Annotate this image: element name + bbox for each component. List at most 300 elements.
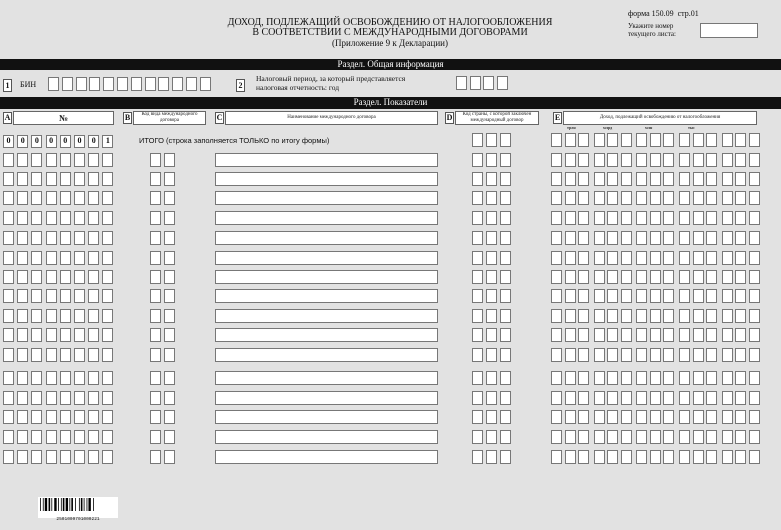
treaty-name-field[interactable] — [215, 211, 438, 225]
income-digit-cell[interactable] — [607, 450, 618, 464]
income-digit-cell[interactable] — [578, 191, 589, 205]
income-digit-cell[interactable] — [607, 211, 618, 225]
income-digit-cell[interactable] — [594, 270, 605, 284]
treaty-type-cell[interactable] — [150, 211, 161, 225]
row-number-cell[interactable] — [3, 309, 14, 323]
row-number-cell[interactable] — [74, 430, 85, 444]
income-digit-cell[interactable] — [735, 450, 746, 464]
row-number-cell[interactable] — [17, 172, 28, 186]
country-code-cell[interactable] — [500, 328, 511, 342]
income-digit-cell[interactable] — [735, 289, 746, 303]
income-digit-cell[interactable] — [594, 289, 605, 303]
treaty-type-cell[interactable] — [150, 172, 161, 186]
income-digit-cell[interactable] — [607, 231, 618, 245]
country-code-cell[interactable] — [500, 231, 511, 245]
treaty-type-cell[interactable] — [164, 450, 175, 464]
row-number-cell[interactable] — [31, 309, 42, 323]
income-digit-cell[interactable] — [693, 391, 704, 405]
row-number-cell[interactable] — [102, 270, 113, 284]
treaty-type-cell[interactable] — [150, 309, 161, 323]
income-digit-cell[interactable] — [621, 231, 632, 245]
income-digit-cell[interactable] — [621, 430, 632, 444]
country-code-cell[interactable] — [500, 430, 511, 444]
income-digit-cell[interactable] — [621, 191, 632, 205]
income-digit-cell[interactable] — [679, 270, 690, 284]
income-digit-cell[interactable] — [551, 172, 562, 186]
income-digit-cell[interactable] — [749, 348, 760, 362]
income-digit-cell[interactable] — [650, 371, 661, 385]
row-number-cell[interactable] — [60, 348, 71, 362]
income-digit-cell[interactable] — [565, 371, 576, 385]
treaty-name-field[interactable] — [215, 328, 438, 342]
country-code-cell[interactable] — [486, 231, 497, 245]
income-digit-cell[interactable] — [578, 430, 589, 444]
income-digit-cell[interactable] — [693, 172, 704, 186]
treaty-type-cell[interactable] — [164, 410, 175, 424]
income-digit-cell[interactable] — [722, 348, 733, 362]
income-digit-cell[interactable] — [706, 309, 717, 323]
income-digit-cell[interactable] — [594, 348, 605, 362]
income-digit-cell[interactable] — [565, 251, 576, 265]
row-number-cell[interactable] — [60, 391, 71, 405]
row-number-cell[interactable] — [17, 450, 28, 464]
income-digit-cell[interactable] — [594, 172, 605, 186]
treaty-type-cell[interactable] — [164, 371, 175, 385]
income-digit-cell[interactable] — [706, 251, 717, 265]
income-digit-cell[interactable] — [722, 391, 733, 405]
income-digit-cell[interactable] — [679, 450, 690, 464]
income-digit-cell[interactable] — [679, 211, 690, 225]
income-digit-cell[interactable] — [706, 133, 717, 147]
country-code-cell[interactable] — [500, 410, 511, 424]
income-digit-cell[interactable] — [706, 450, 717, 464]
income-digit-cell[interactable] — [551, 251, 562, 265]
income-digit-cell[interactable] — [735, 231, 746, 245]
income-digit-cell[interactable] — [636, 450, 647, 464]
treaty-name-field[interactable] — [215, 309, 438, 323]
income-digit-cell[interactable] — [722, 270, 733, 284]
country-code-cell[interactable] — [472, 430, 483, 444]
row-number-cell[interactable] — [102, 231, 113, 245]
income-digit-cell[interactable] — [749, 251, 760, 265]
row-number-cell[interactable] — [31, 172, 42, 186]
income-digit-cell[interactable] — [551, 430, 562, 444]
row-number-cell[interactable] — [31, 211, 42, 225]
income-digit-cell[interactable] — [594, 211, 605, 225]
income-digit-cell[interactable] — [693, 289, 704, 303]
income-digit-cell[interactable] — [663, 450, 674, 464]
income-digit-cell[interactable] — [749, 270, 760, 284]
income-digit-cell[interactable] — [706, 231, 717, 245]
country-code-cell[interactable] — [500, 371, 511, 385]
row-number-cell[interactable] — [74, 231, 85, 245]
row-number-cell[interactable] — [88, 270, 99, 284]
income-digit-cell[interactable] — [679, 371, 690, 385]
income-digit-cell[interactable] — [663, 309, 674, 323]
income-digit-cell[interactable] — [565, 391, 576, 405]
row-number-cell[interactable] — [46, 328, 57, 342]
treaty-type-cell[interactable] — [150, 348, 161, 362]
row-number-cell[interactable] — [102, 309, 113, 323]
row-number-cell[interactable] — [88, 450, 99, 464]
income-digit-cell[interactable] — [607, 328, 618, 342]
income-digit-cell[interactable] — [636, 191, 647, 205]
treaty-type-cell[interactable] — [150, 430, 161, 444]
income-digit-cell[interactable] — [722, 430, 733, 444]
income-digit-cell[interactable] — [607, 191, 618, 205]
row-number-cell[interactable] — [60, 410, 71, 424]
income-digit-cell[interactable] — [551, 348, 562, 362]
row-number-cell[interactable] — [31, 328, 42, 342]
income-digit-cell[interactable] — [722, 371, 733, 385]
row-number-cell[interactable] — [74, 450, 85, 464]
row-number-cell[interactable] — [102, 430, 113, 444]
income-digit-cell[interactable] — [578, 328, 589, 342]
country-code-cell[interactable] — [472, 270, 483, 284]
treaty-type-cell[interactable] — [150, 251, 161, 265]
income-digit-cell[interactable] — [749, 328, 760, 342]
row-number-cell[interactable] — [17, 348, 28, 362]
income-digit-cell[interactable] — [607, 289, 618, 303]
row-number-cell[interactable] — [3, 251, 14, 265]
income-digit-cell[interactable] — [578, 133, 589, 147]
row-number-cell[interactable] — [74, 410, 85, 424]
country-code-cell[interactable] — [472, 410, 483, 424]
income-digit-cell[interactable] — [607, 251, 618, 265]
treaty-name-field[interactable] — [215, 191, 438, 205]
income-digit-cell[interactable] — [663, 328, 674, 342]
country-code-cell[interactable] — [472, 211, 483, 225]
income-digit-cell[interactable] — [706, 172, 717, 186]
income-digit-cell[interactable] — [621, 328, 632, 342]
country-code-cell[interactable] — [486, 251, 497, 265]
country-code-cell[interactable] — [486, 153, 497, 167]
row-number-cell[interactable] — [60, 231, 71, 245]
income-digit-cell[interactable] — [663, 191, 674, 205]
treaty-name-field[interactable] — [215, 270, 438, 284]
row-number-cell[interactable] — [60, 371, 71, 385]
income-digit-cell[interactable] — [650, 270, 661, 284]
row-number-cell[interactable] — [88, 348, 99, 362]
income-digit-cell[interactable] — [551, 410, 562, 424]
income-digit-cell[interactable] — [749, 309, 760, 323]
income-digit-cell[interactable] — [607, 391, 618, 405]
row-number-cell[interactable] — [60, 251, 71, 265]
income-digit-cell[interactable] — [607, 153, 618, 167]
income-digit-cell[interactable] — [679, 309, 690, 323]
income-digit-cell[interactable] — [693, 348, 704, 362]
country-code-cell[interactable] — [472, 153, 483, 167]
country-code-cell[interactable] — [486, 191, 497, 205]
income-digit-cell[interactable] — [594, 231, 605, 245]
row-number-cell[interactable] — [88, 153, 99, 167]
row-number-cell[interactable] — [17, 191, 28, 205]
income-digit-cell[interactable] — [551, 391, 562, 405]
row-number-cell[interactable] — [17, 371, 28, 385]
year-digit-cell[interactable] — [470, 76, 481, 90]
treaty-type-cell[interactable] — [164, 172, 175, 186]
country-code-cell[interactable] — [486, 348, 497, 362]
income-digit-cell[interactable] — [693, 191, 704, 205]
treaty-type-cell[interactable] — [150, 450, 161, 464]
row-number-cell[interactable] — [102, 328, 113, 342]
row-number-cell[interactable] — [60, 450, 71, 464]
income-digit-cell[interactable] — [679, 172, 690, 186]
income-digit-cell[interactable] — [650, 191, 661, 205]
row-number-cell[interactable] — [3, 348, 14, 362]
income-digit-cell[interactable] — [578, 172, 589, 186]
row-number-cell[interactable] — [3, 231, 14, 245]
income-digit-cell[interactable] — [607, 309, 618, 323]
income-digit-cell[interactable] — [578, 153, 589, 167]
income-digit-cell[interactable] — [722, 153, 733, 167]
row-number-cell[interactable] — [60, 211, 71, 225]
year-digit-cell[interactable] — [456, 76, 467, 90]
income-digit-cell[interactable] — [749, 391, 760, 405]
row-number-cell[interactable] — [60, 289, 71, 303]
income-digit-cell[interactable] — [735, 270, 746, 284]
row-number-cell[interactable] — [46, 371, 57, 385]
row-number-cell[interactable] — [74, 348, 85, 362]
bin-digit-cell[interactable] — [158, 77, 169, 91]
income-digit-cell[interactable] — [693, 133, 704, 147]
row-number-cell[interactable] — [88, 430, 99, 444]
income-digit-cell[interactable] — [636, 371, 647, 385]
income-digit-cell[interactable] — [679, 410, 690, 424]
income-digit-cell[interactable] — [621, 371, 632, 385]
country-code-cell[interactable] — [486, 289, 497, 303]
country-code-cell[interactable] — [500, 153, 511, 167]
income-digit-cell[interactable] — [693, 211, 704, 225]
treaty-type-cell[interactable] — [150, 371, 161, 385]
treaty-type-cell[interactable] — [150, 191, 161, 205]
income-digit-cell[interactable] — [636, 328, 647, 342]
income-digit-cell[interactable] — [679, 153, 690, 167]
bin-digit-cell[interactable] — [172, 77, 183, 91]
bin-digit-cell[interactable] — [103, 77, 114, 91]
country-code-cell[interactable] — [472, 391, 483, 405]
row-number-cell[interactable] — [88, 371, 99, 385]
income-digit-cell[interactable] — [650, 328, 661, 342]
income-digit-cell[interactable] — [679, 391, 690, 405]
income-digit-cell[interactable] — [663, 153, 674, 167]
income-digit-cell[interactable] — [594, 251, 605, 265]
income-digit-cell[interactable] — [621, 172, 632, 186]
treaty-name-field[interactable] — [215, 251, 438, 265]
income-digit-cell[interactable] — [749, 371, 760, 385]
income-digit-cell[interactable] — [706, 391, 717, 405]
income-digit-cell[interactable] — [650, 450, 661, 464]
income-digit-cell[interactable] — [621, 309, 632, 323]
income-digit-cell[interactable] — [607, 348, 618, 362]
treaty-type-cell[interactable] — [164, 211, 175, 225]
treaty-name-field[interactable] — [215, 231, 438, 245]
income-digit-cell[interactable] — [636, 270, 647, 284]
income-digit-cell[interactable] — [578, 211, 589, 225]
row-number-cell[interactable] — [102, 450, 113, 464]
row-number-cell[interactable] — [3, 153, 14, 167]
row-number-cell[interactable] — [102, 251, 113, 265]
row-number-cell[interactable] — [60, 153, 71, 167]
row-number-cell[interactable] — [74, 211, 85, 225]
row-number-cell[interactable] — [17, 309, 28, 323]
country-code-cell[interactable] — [500, 450, 511, 464]
income-digit-cell[interactable] — [565, 450, 576, 464]
income-digit-cell[interactable] — [565, 172, 576, 186]
income-digit-cell[interactable] — [663, 133, 674, 147]
treaty-type-cell[interactable] — [150, 231, 161, 245]
income-digit-cell[interactable] — [722, 211, 733, 225]
year-digit-cell[interactable] — [497, 76, 508, 90]
row-number-cell[interactable] — [88, 251, 99, 265]
income-digit-cell[interactable] — [565, 191, 576, 205]
treaty-name-field[interactable] — [215, 348, 438, 362]
row-number-cell[interactable] — [74, 270, 85, 284]
row-number-cell[interactable] — [88, 191, 99, 205]
row-number-cell[interactable] — [46, 348, 57, 362]
income-digit-cell[interactable] — [578, 348, 589, 362]
income-digit-cell[interactable] — [594, 450, 605, 464]
income-digit-cell[interactable] — [706, 410, 717, 424]
country-code-cell[interactable] — [486, 371, 497, 385]
treaty-name-field[interactable] — [215, 289, 438, 303]
bin-digit-cell[interactable] — [131, 77, 142, 91]
income-digit-cell[interactable] — [621, 211, 632, 225]
income-digit-cell[interactable] — [693, 430, 704, 444]
income-digit-cell[interactable] — [578, 289, 589, 303]
income-digit-cell[interactable] — [663, 172, 674, 186]
income-digit-cell[interactable] — [749, 410, 760, 424]
row-number-cell[interactable] — [102, 289, 113, 303]
treaty-type-cell[interactable] — [150, 328, 161, 342]
country-code-cell[interactable] — [472, 328, 483, 342]
row-number-cell[interactable] — [3, 391, 14, 405]
row-number-cell[interactable] — [31, 348, 42, 362]
bin-digit-cell[interactable] — [145, 77, 156, 91]
row-number-cell[interactable] — [17, 231, 28, 245]
row-number-cell[interactable] — [74, 153, 85, 167]
country-code-cell[interactable] — [486, 391, 497, 405]
income-digit-cell[interactable] — [735, 133, 746, 147]
country-code-cell[interactable] — [486, 410, 497, 424]
row-number-cell[interactable] — [46, 251, 57, 265]
income-digit-cell[interactable] — [594, 371, 605, 385]
country-code-cell[interactable] — [472, 133, 483, 147]
row-number-cell[interactable] — [31, 410, 42, 424]
income-digit-cell[interactable] — [722, 328, 733, 342]
income-digit-cell[interactable] — [578, 231, 589, 245]
country-code-cell[interactable] — [500, 270, 511, 284]
treaty-type-cell[interactable] — [164, 328, 175, 342]
country-code-cell[interactable] — [472, 450, 483, 464]
bin-digit-cell[interactable] — [186, 77, 197, 91]
row-number-cell[interactable] — [31, 391, 42, 405]
row-number-cell[interactable] — [46, 191, 57, 205]
income-digit-cell[interactable] — [636, 391, 647, 405]
income-digit-cell[interactable] — [650, 410, 661, 424]
row-number-cell[interactable] — [17, 270, 28, 284]
income-digit-cell[interactable] — [650, 391, 661, 405]
income-digit-cell[interactable] — [706, 328, 717, 342]
row-number-cell[interactable] — [3, 172, 14, 186]
income-digit-cell[interactable] — [636, 430, 647, 444]
treaty-type-cell[interactable] — [164, 430, 175, 444]
income-digit-cell[interactable] — [636, 133, 647, 147]
income-digit-cell[interactable] — [735, 153, 746, 167]
treaty-name-field[interactable] — [215, 172, 438, 186]
treaty-type-cell[interactable] — [150, 153, 161, 167]
country-code-cell[interactable] — [500, 251, 511, 265]
income-digit-cell[interactable] — [722, 191, 733, 205]
income-digit-cell[interactable] — [636, 211, 647, 225]
income-digit-cell[interactable] — [650, 348, 661, 362]
income-digit-cell[interactable] — [679, 191, 690, 205]
income-digit-cell[interactable] — [594, 153, 605, 167]
row-number-cell[interactable] — [31, 270, 42, 284]
row-number-cell[interactable] — [46, 172, 57, 186]
income-digit-cell[interactable] — [693, 231, 704, 245]
row-number-cell[interactable] — [3, 270, 14, 284]
row-number-cell[interactable] — [88, 328, 99, 342]
country-code-cell[interactable] — [500, 191, 511, 205]
row-number-cell[interactable] — [88, 172, 99, 186]
row-number-cell[interactable] — [88, 289, 99, 303]
treaty-name-field[interactable] — [215, 450, 438, 464]
bin-digit-cell[interactable] — [89, 77, 100, 91]
income-digit-cell[interactable] — [663, 289, 674, 303]
treaty-type-cell[interactable] — [164, 251, 175, 265]
income-digit-cell[interactable] — [578, 251, 589, 265]
income-digit-cell[interactable] — [551, 328, 562, 342]
treaty-type-cell[interactable] — [150, 270, 161, 284]
income-digit-cell[interactable] — [621, 133, 632, 147]
income-digit-cell[interactable] — [594, 391, 605, 405]
income-digit-cell[interactable] — [749, 153, 760, 167]
bin-digit-cell[interactable] — [62, 77, 73, 91]
income-digit-cell[interactable] — [607, 133, 618, 147]
row-number-cell[interactable] — [3, 191, 14, 205]
income-digit-cell[interactable] — [636, 410, 647, 424]
income-digit-cell[interactable] — [565, 153, 576, 167]
income-digit-cell[interactable] — [749, 191, 760, 205]
income-digit-cell[interactable] — [551, 270, 562, 284]
bin-digit-cell[interactable] — [76, 77, 87, 91]
income-digit-cell[interactable] — [722, 289, 733, 303]
country-code-cell[interactable] — [500, 133, 511, 147]
row-number-cell[interactable] — [60, 430, 71, 444]
country-code-cell[interactable] — [486, 133, 497, 147]
income-digit-cell[interactable] — [621, 153, 632, 167]
income-digit-cell[interactable] — [735, 191, 746, 205]
income-digit-cell[interactable] — [578, 371, 589, 385]
income-digit-cell[interactable] — [565, 430, 576, 444]
income-digit-cell[interactable] — [578, 410, 589, 424]
income-digit-cell[interactable] — [565, 231, 576, 245]
row-number-cell[interactable] — [102, 348, 113, 362]
income-digit-cell[interactable] — [621, 270, 632, 284]
income-digit-cell[interactable] — [706, 191, 717, 205]
country-code-cell[interactable] — [486, 270, 497, 284]
income-digit-cell[interactable] — [735, 309, 746, 323]
income-digit-cell[interactable] — [565, 133, 576, 147]
treaty-type-cell[interactable] — [150, 391, 161, 405]
treaty-type-cell[interactable] — [164, 309, 175, 323]
income-digit-cell[interactable] — [722, 410, 733, 424]
income-digit-cell[interactable] — [650, 430, 661, 444]
income-digit-cell[interactable] — [722, 133, 733, 147]
country-code-cell[interactable] — [500, 211, 511, 225]
row-number-cell[interactable] — [60, 172, 71, 186]
